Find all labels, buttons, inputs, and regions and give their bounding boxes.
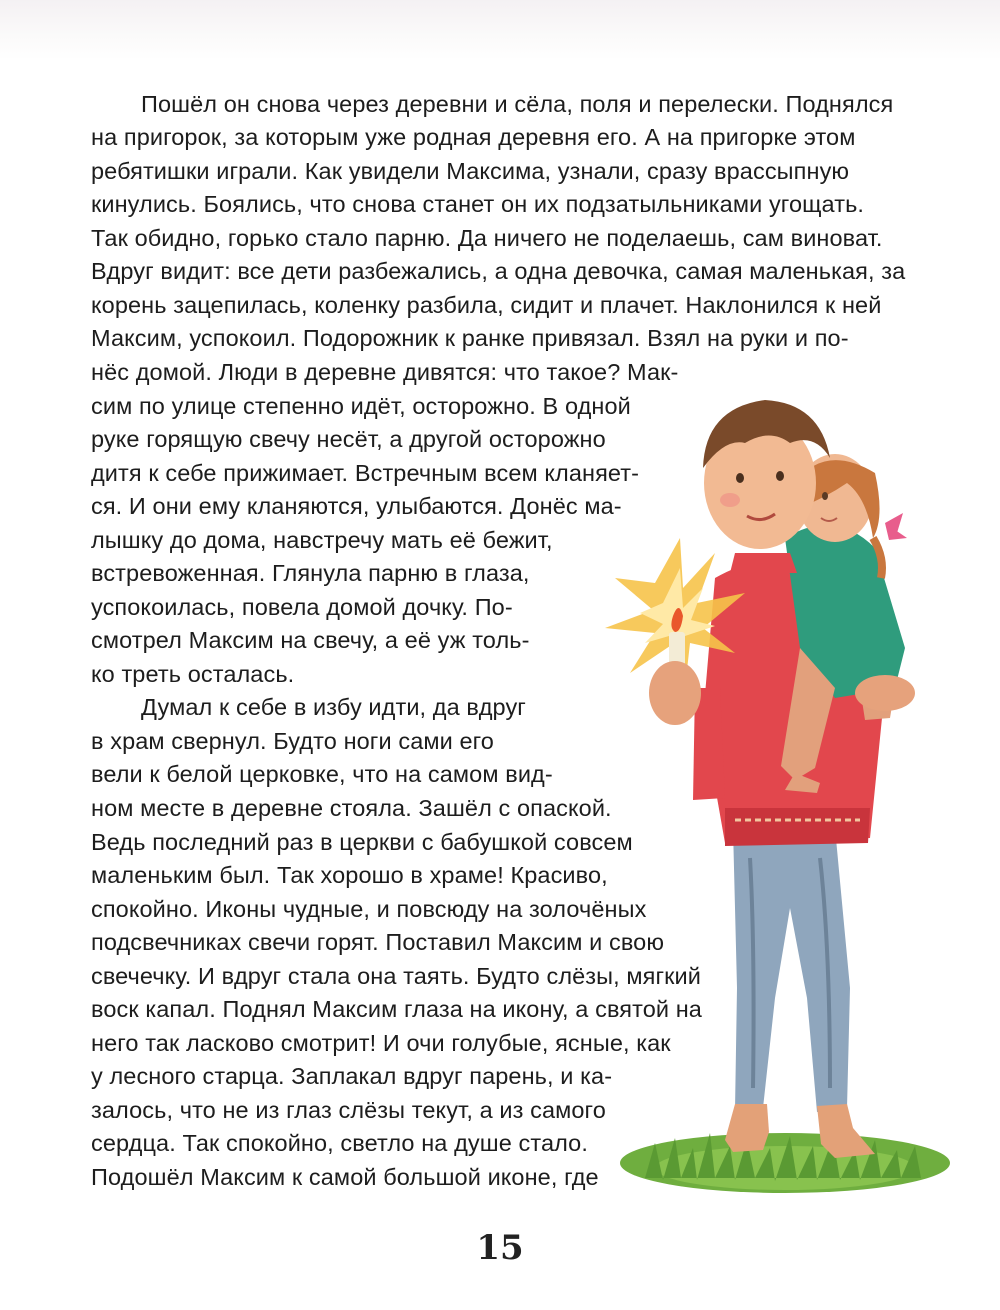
boy-hand bbox=[855, 675, 915, 711]
text-line: сердца. Так спокойно, светло на душе стало. bbox=[91, 1130, 588, 1156]
boy-legs bbox=[725, 828, 875, 1158]
text-line: Думал к себе в избу идти, да вдруг bbox=[141, 694, 526, 720]
text-line: руке горящую свечу несёт, а другой осторожно bbox=[91, 426, 606, 452]
text-line: ся. И они ему кланяются, улыбаются. Донёс ма- bbox=[91, 493, 622, 519]
text-line: него так ласково смотрит! И очи голубые, ясные, как bbox=[91, 1030, 671, 1056]
text-line: на пригорок, за которым уже родная деревня его. А на пригорке этом bbox=[91, 124, 856, 150]
text-line: дитя к себе прижимает. Встречным всем кланяет- bbox=[91, 460, 640, 486]
text-line: Ведь последний раз в церкви с бабушкой совсем bbox=[91, 829, 633, 855]
text-line: ном месте в деревне стояла. Зашёл с опаской. bbox=[91, 795, 612, 821]
text-line: Так обидно, горько стало парню. Да ничего не поделаешь, сам виноват. bbox=[91, 225, 883, 251]
text-line: у лесного старца. Заплакал вдруг парень, и ка- bbox=[91, 1063, 613, 1089]
text-line: ребятишки играли. Как увидели Максима, узнали, сразу врассыпную bbox=[91, 158, 850, 184]
boy-with-girl-illustration bbox=[585, 388, 965, 1208]
page-number: 15 bbox=[476, 1228, 524, 1268]
text-line: свечечку. И вдруг стала она таять. Будто слёзы, мягкий bbox=[91, 963, 702, 989]
text-line: Максим, успокоил. Подорожник к ранке привязал. Взял на руки и по- bbox=[91, 325, 849, 351]
text-line: кинулись. Боялись, что снова станет он их подзатыльниками угощать. bbox=[91, 191, 865, 217]
text-line: лышку до дома, навстречу мать её бежит, bbox=[91, 527, 553, 553]
text-line: маленьким был. Так хорошо в храме! Красиво, bbox=[91, 862, 608, 888]
text-line: ко треть осталась. bbox=[91, 661, 295, 687]
text-line: залось, что не из глаз слёзы текут, а из самого bbox=[91, 1097, 606, 1123]
text-line: в храм свернул. Будто ноги сами его bbox=[91, 728, 494, 754]
text-line: сим по улице степенно идёт, осторожно. В одной bbox=[91, 393, 631, 419]
text-line: вели к белой церковке, что на самом вид- bbox=[91, 761, 553, 787]
text-line: корень зацепилась, коленку разбила, сидит и плачет. Наклонился к ней bbox=[91, 292, 882, 318]
text-line: спокойно. Иконы чудные, и повсюду на золочёных bbox=[91, 896, 647, 922]
text-line: смотрел Максим на свечу, а её уж толь- bbox=[91, 627, 530, 653]
text-line: успокоилась, повела домой дочку. По- bbox=[91, 594, 513, 620]
text-line: встревоженная. Глянула парню в глаза, bbox=[91, 560, 530, 586]
text-line: Пошёл он снова через деревни и сёла, поля и перелески. Поднялся bbox=[141, 91, 894, 117]
text-line: Вдруг видит: все дети разбежались, а одна девочка, самая маленькая, за bbox=[91, 258, 906, 284]
text-line: воск капал. Поднял Максим глаза на икону, а святой на bbox=[91, 996, 702, 1022]
page-top-band bbox=[0, 0, 1000, 60]
text-line: подсвечниках свечи горят. Поставил Максим и свою bbox=[91, 929, 665, 955]
text-line: нёс домой. Люди в деревне дивятся: что такое? Мак- bbox=[91, 359, 679, 385]
text-line: Подошёл Максим к самой большой иконе, где bbox=[91, 1164, 599, 1190]
grass-patch bbox=[620, 1133, 950, 1193]
